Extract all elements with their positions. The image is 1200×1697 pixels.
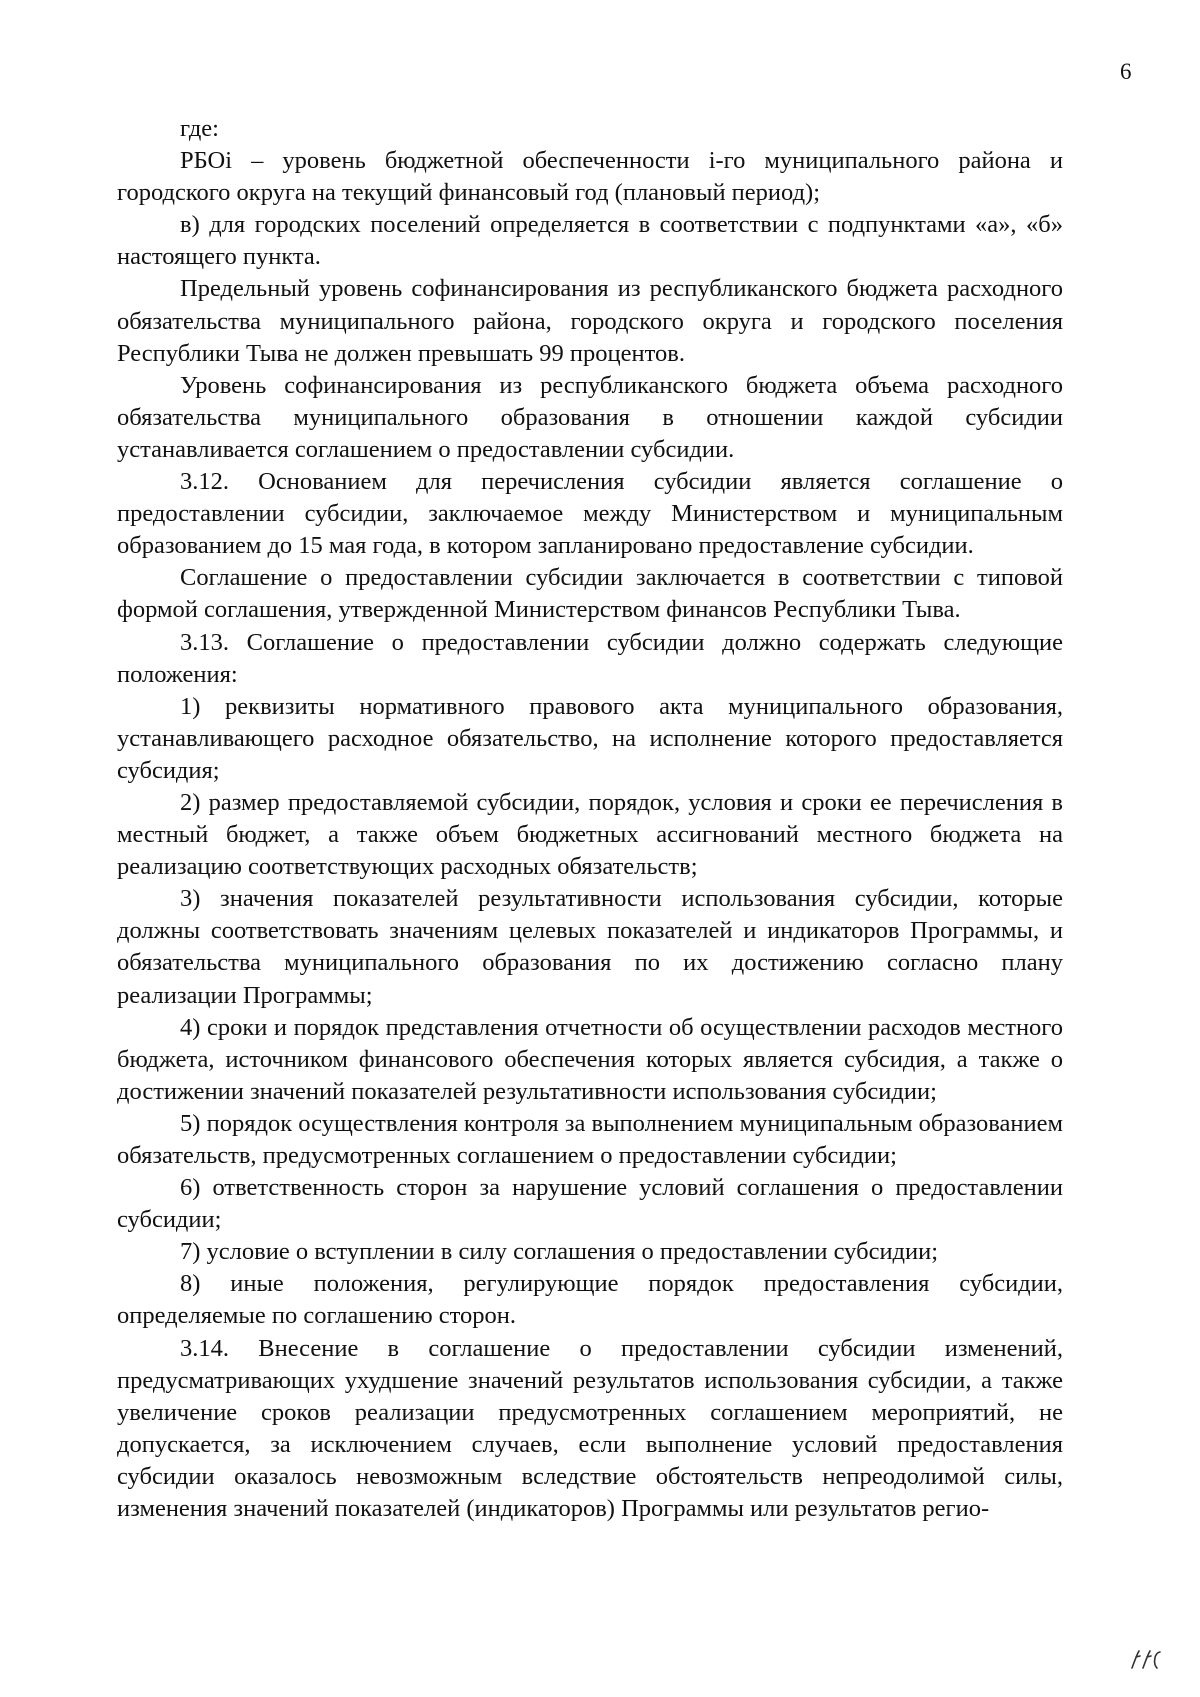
list-item-3: 3) значения показателей результативности использования субсидии, которые должны соответствовать значениям целевых показателей и индикаторов Программы, и обязательства муниципального образования по их достижению согласно плану реализации Программы; — [117, 885, 1063, 1009]
list-item-2: 2) размер предоставляемой субсидии, порядок, условия и сроки ее перечисления в местный бюджет, а также объем бюджетных ассигнований местного бюджета на реализацию соответствующих расходных обязательств; — [117, 788, 1063, 881]
document-body — [117, 113, 1063, 1525]
paragraph-max-cofinancing: Предельный уровень софинансирования из республиканского бюджета расходного обязательства муниципального района, городского округа и городского поселения Республики Тыва не должен превышать 99 процентов. — [117, 275, 1063, 367]
list-item-7: 7) условие о вступлении в силу соглашения о предоставлении субсидии; — [180, 1238, 939, 1266]
paragraph-3-12: 3.12. Основанием для перечисления субсидии является соглашение о предоставлении субсидии, заключаемое между Министерством и муниципальным образованием до 15 мая года, в котором запланировано предоставление субсидии. — [117, 468, 1063, 560]
handwritten-mark — [1126, 1646, 1164, 1674]
list-item-5: 5) порядок осуществления контроля за выполнением муниципальным образованием обязательств, предусмотренных соглашением о предоставлении субсидии; — [117, 1109, 1063, 1169]
paragraph-3-14: 3.14. Внесение в соглашение о предоставлении субсидии изменений, предусматривающих ухудшение значений результатов использования субсидии, а также увеличение сроков реализации предусмотренных соглашением мероприятий, не допускается, за исключением случаев, если выполнение условий предоставления субсидии оказалось невозможным вследствие обстоятельств непреодолимой силы, изменения значений показателей (индикаторов) Программы или результатов регио- — [117, 1334, 1063, 1523]
list-item-8: 8) иные положения, регулирующие порядок предоставления субсидии, определяемые по соглашению сторон. — [117, 1270, 1063, 1330]
paragraph-3-13: 3.13. Соглашение о предоставлении субсидии должно содержать следующие положения: — [117, 628, 1063, 688]
list-item-6: 6) ответственность сторон за нарушение условий соглашения о предоставлении субсидии; — [117, 1174, 1063, 1234]
paragraph-cofinancing-level: Уровень софинансирования из республиканского бюджета объема расходного обязательства муниципального образования в отношении каждой субсидии устанавливается соглашением о предоставлении субсидии. — [117, 371, 1063, 463]
paragraph-agreement-form: Соглашение о предоставлении субсидии заключается в соответствии с типовой формой соглашения, утвержденной Министерством финансов Республики Тыва. — [117, 564, 1063, 624]
paragraph-urban-settlements: в) для городских поселений определяется в соответствии с подпунктами «а», «б» настоящего пункта. — [117, 211, 1063, 271]
paragraph-rbo-definition: РБОi – уровень бюджетной обеспеченности i-го муниципального района и городского округа на текущий финансовый год (плановый период); — [117, 147, 1063, 207]
list-item-1: 1) реквизиты нормативного правового акта муниципального образования, устанавливающего расходное обязательство, на исполнение которого предоставляется субсидия; — [117, 692, 1063, 784]
page-number: 6 — [1120, 59, 1132, 84]
list-item-4: 4) сроки и порядок представления отчетности об осуществлении расходов местного бюджета, источником финансового обеспечения которых является субсидия, а также о достижении значений показателей результативности использования субсидии; — [117, 1013, 1063, 1105]
paragraph-where: где: — [180, 115, 219, 142]
